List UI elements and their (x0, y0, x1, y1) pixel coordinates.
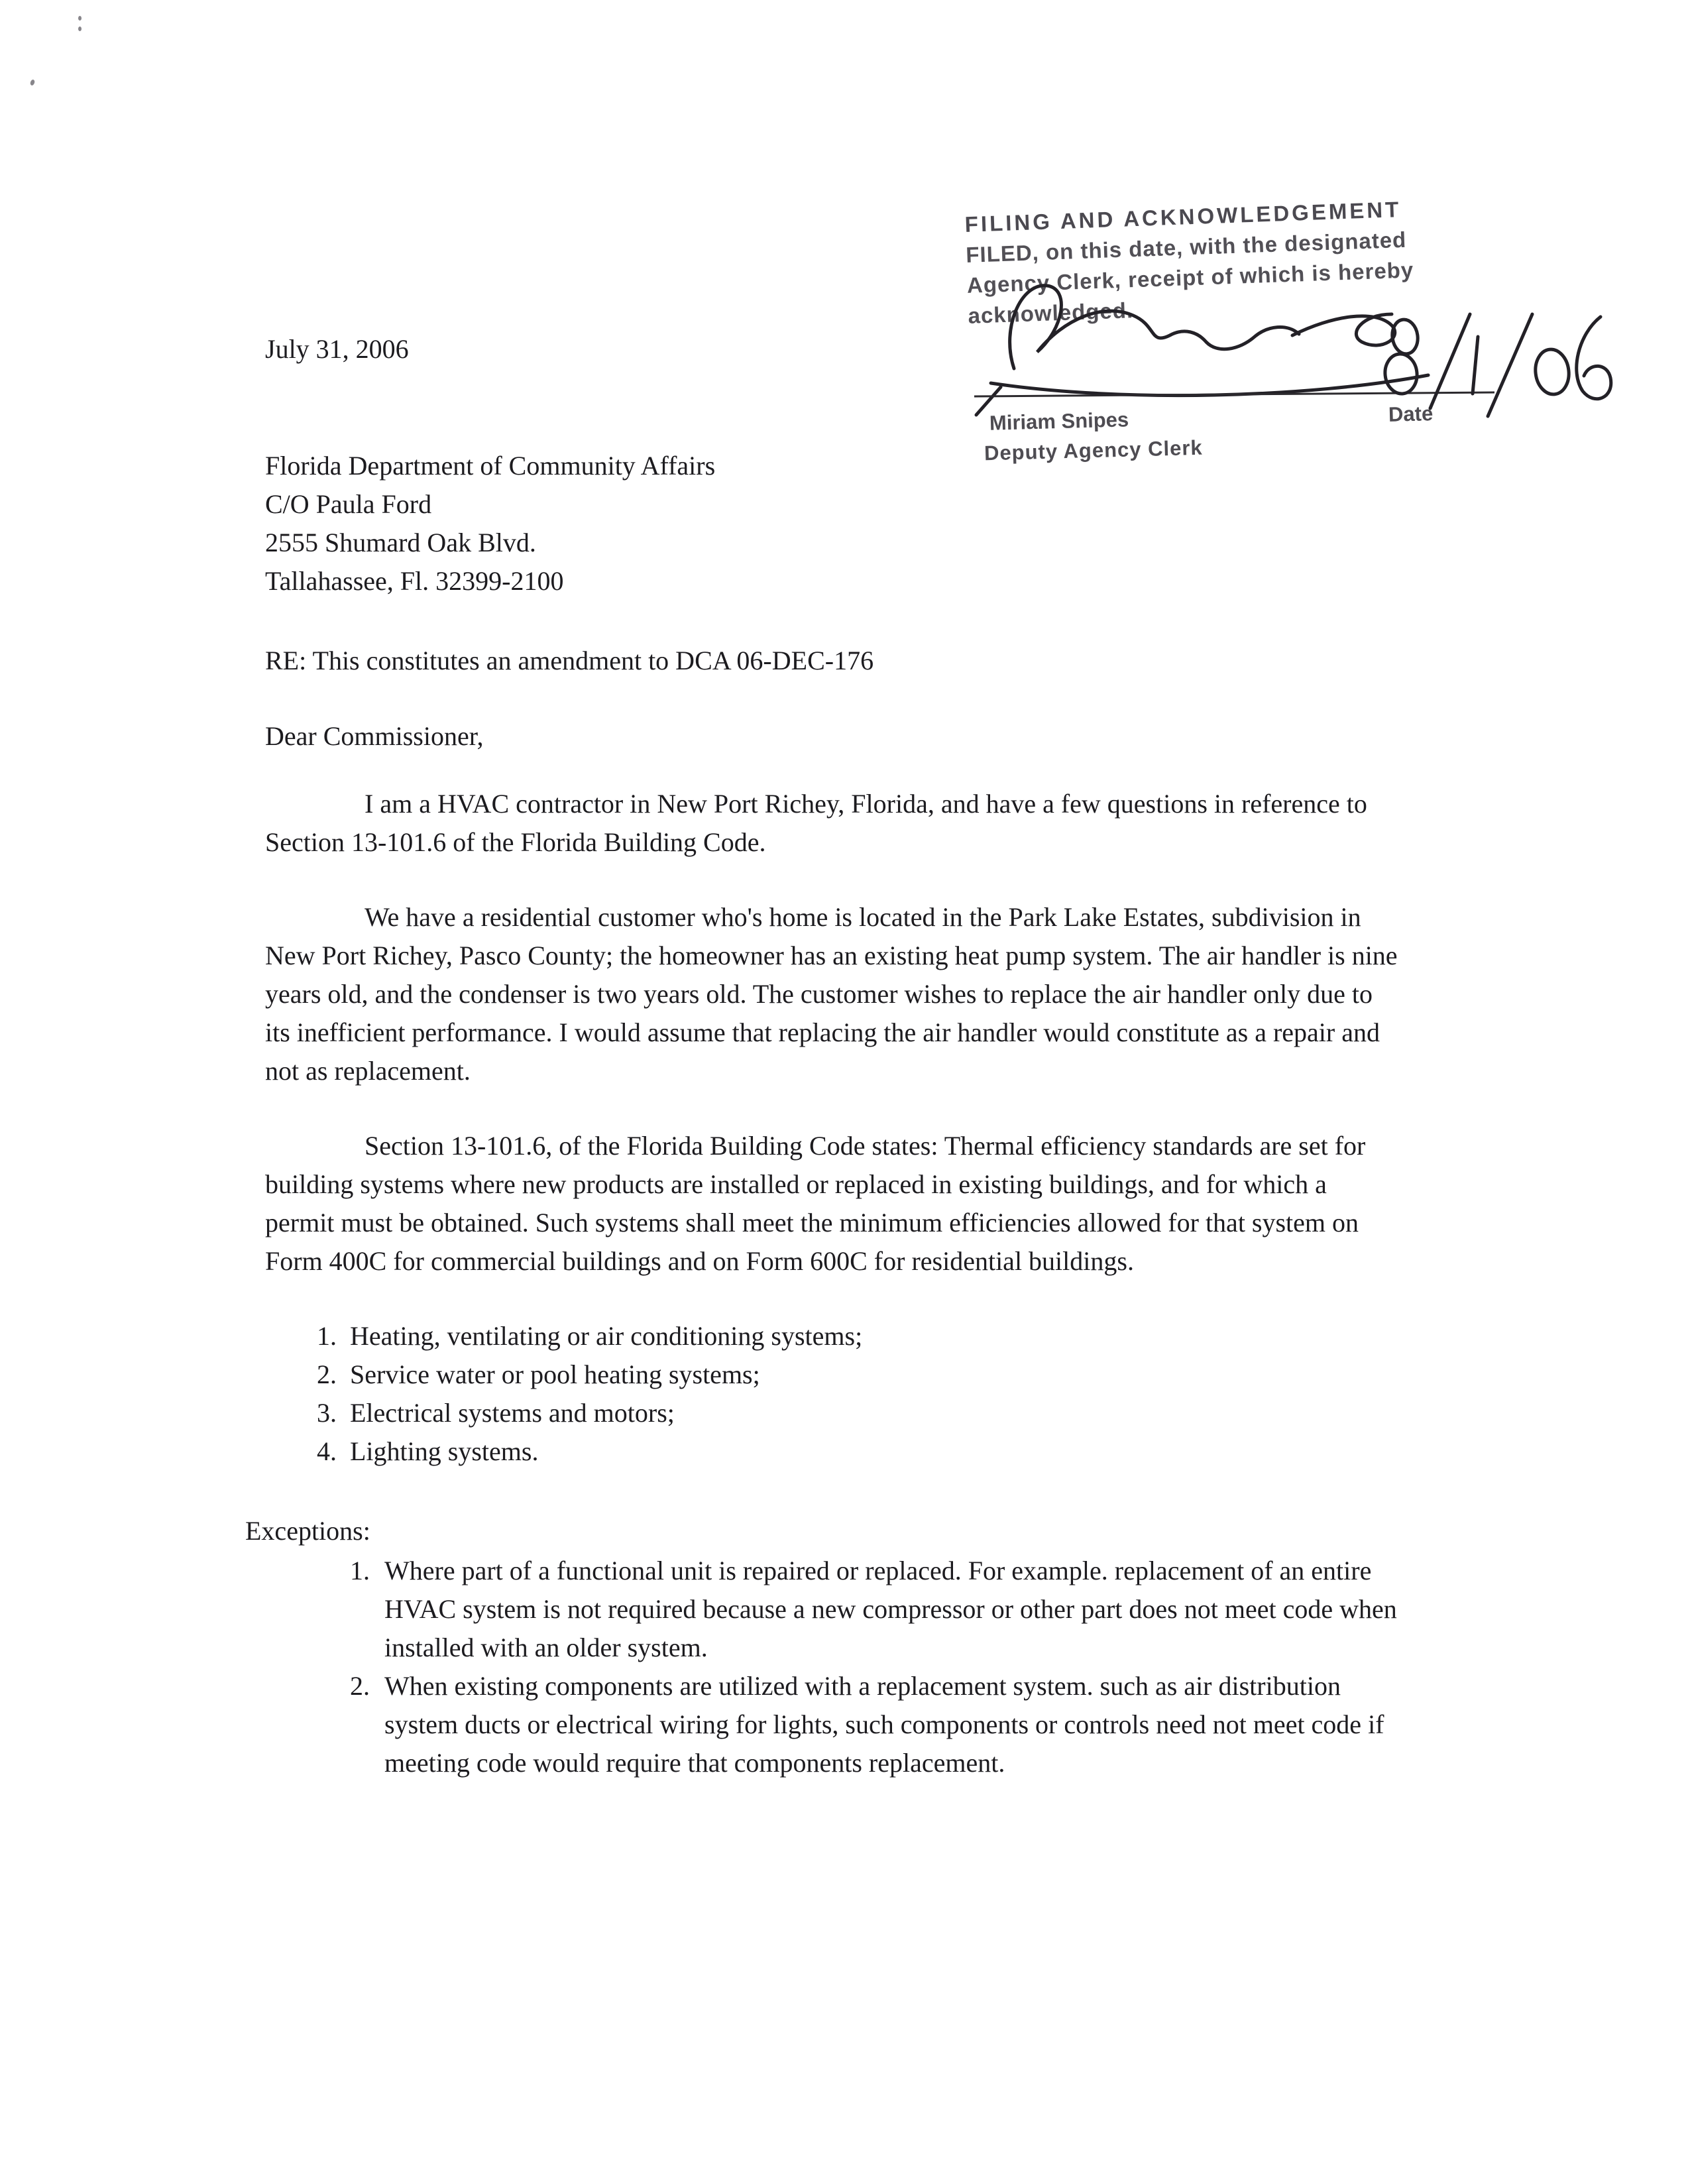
exceptions-list (265, 1552, 1400, 1782)
recipient-line: C/O Paula Ford (265, 489, 432, 519)
list-item: 1. Where part of a functional unit is repaired or replaced. For example. replacement of an entire HVAC system is not required because a new compressor or other part does not meet code when installed with an older system. (376, 1552, 1400, 1667)
stamp-signer-name: Miriam Snipes (989, 408, 1129, 435)
recipient-line: Tallahassee, Fl. 32399-2100 (265, 566, 564, 596)
recipient-line: 2555 Shumard Oak Blvd. (265, 528, 536, 557)
list-item: 3. Electrical systems and motors; (343, 1394, 1400, 1432)
recipient-address (265, 447, 1400, 601)
salutation: Dear Commissioner, (265, 721, 484, 751)
letter-body (245, 330, 1400, 1782)
stamp-date-label: Date (1388, 402, 1434, 426)
scan-artifact (30, 79, 36, 86)
subject-line: RE: This constitutes an amendment to DCA 06-DEC-176 (265, 646, 874, 675)
letter-date: July 31, 2006 (265, 334, 409, 364)
paragraph-3: Section 13-101.6, of the Florida Building Code states: Thermal efficiency standards are set for building systems where new products are installed or replaced in existing buildings, and for which a permit must be obtained. Such systems shall meet the minimum efficiencies allowed for that system on Form 400C for commercial buildings and on Form 600C for residential buildings. (265, 1131, 1366, 1276)
list-item: 2. Service water or pool heating systems; (343, 1355, 1400, 1394)
recipient-line: Florida Department of Community Affairs (265, 451, 716, 481)
stamp-line-4: acknowledged. (967, 298, 1134, 328)
paragraph-2: We have a residential customer who's home is located in the Park Lake Estates, subdivision in New Port Richey, Pasco County; the homeowner has an existing heat pump system. The air handler is nine years old, and the condenser is two years old. The customer wishes to replace the air handler only due to its inefficient performance. I would assume that replacing the air handler would constitute as a repair and not as replacement. (265, 902, 1398, 1086)
list-item: 1. Heating, ventilating or air conditioning systems; (343, 1317, 1400, 1355)
paragraph-1: I am a HVAC contractor in New Port Richey, Florida, and have a few questions in reference to Section 13-101.6 of the Florida Building Code. (265, 789, 1367, 857)
list-item: 2. When existing components are utilized with a replacement system. such as air distribution system ducts or electrical wiring for lights, such components or controls need not meet code if meeting code would require that components replacement. (376, 1667, 1400, 1782)
systems-list (265, 1317, 1400, 1471)
stamp-line-1: FILING AND ACKNOWLEDGEMENT (964, 197, 1402, 237)
scan-artifact (78, 16, 82, 21)
stamp-line-2: FILED, on this date, with the designated (965, 227, 1407, 267)
list-item: 4. Lighting systems. (343, 1432, 1400, 1471)
stamp-signer-title: Deputy Agency Clerk (984, 435, 1204, 465)
stamp-line-3: Agency Clerk, receipt of which is hereby (966, 257, 1414, 298)
handwritten-date-path (1383, 314, 1611, 416)
exceptions-label: Exceptions: (245, 1516, 370, 1546)
